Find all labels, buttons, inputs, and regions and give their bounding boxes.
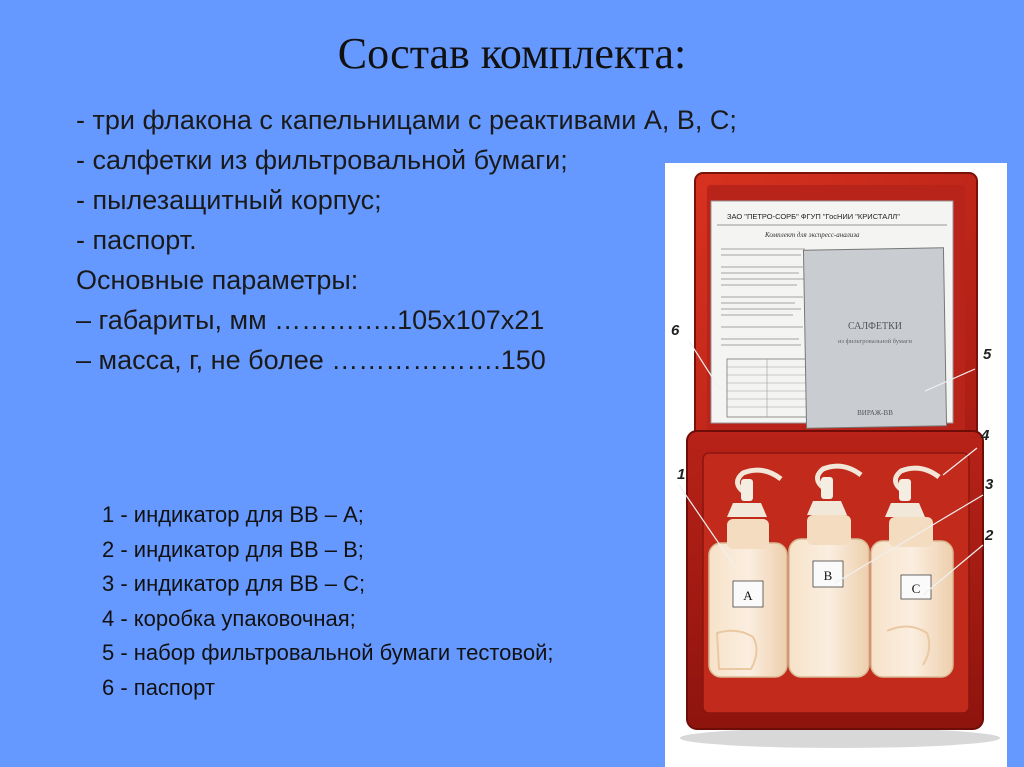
napkin-title: САЛФЕТКИ [847,321,903,332]
legend-item: 4 - коробка упаковочная; [102,605,356,631]
composition-item: - салфетки из фильтровальной бумаги; [76,145,568,175]
bottle-label-c: C [911,581,921,596]
napkin-brand: ВИРАЖ-ВВ [857,409,893,417]
callout-3: 3 [985,476,994,493]
legend-item: 1 - индикатор для ВВ – А; [102,502,364,527]
legend-item: 3 - индикатор для ВВ – С; [102,571,366,596]
params-heading: Основные параметры: [76,265,359,295]
callout-1: 1 [677,466,686,483]
callout-5: 5 [983,346,992,363]
slide-title: Состав комплекта: [337,29,687,78]
legend-item: 5 - набор фильтровальной бумаги тестовой; [102,640,554,665]
case-shadow [680,728,1000,748]
legend-item: 6 - паспорт [102,674,215,700]
callout-4: 4 [981,427,990,444]
bottle-label-b: B [823,568,833,583]
param-dimensions: – габариты, мм …………..105х107х21 [76,305,545,335]
param-mass: – масса, г, не более ……………….150 [76,345,546,375]
kit-photo [665,163,1007,767]
napkins-booklet [803,248,946,428]
legend-item: 2 - индикатор для ВВ – В; [102,536,364,562]
legend-list [102,498,554,705]
composition-item: - пылезащитный корпус; [76,185,382,215]
composition-list [76,100,737,380]
napkin-subtitle: из фильтровальной бумаги [837,338,913,345]
bottle-label-a: A [743,588,753,603]
passport-title: Комплект для экспресс-анализа [765,231,860,239]
passport-header: ЗАО "ПЕТРО-СОРБ" ФГУП "ГосНИИ "КРИСТАЛЛ" [727,212,900,221]
kit-illustration [665,163,1007,767]
callout-2: 2 [985,527,994,544]
callout-6: 6 [671,322,680,339]
composition-item: - паспорт. [76,225,197,255]
composition-item: - три флакона с капельницами с реактивами А, В, С; [76,105,737,135]
